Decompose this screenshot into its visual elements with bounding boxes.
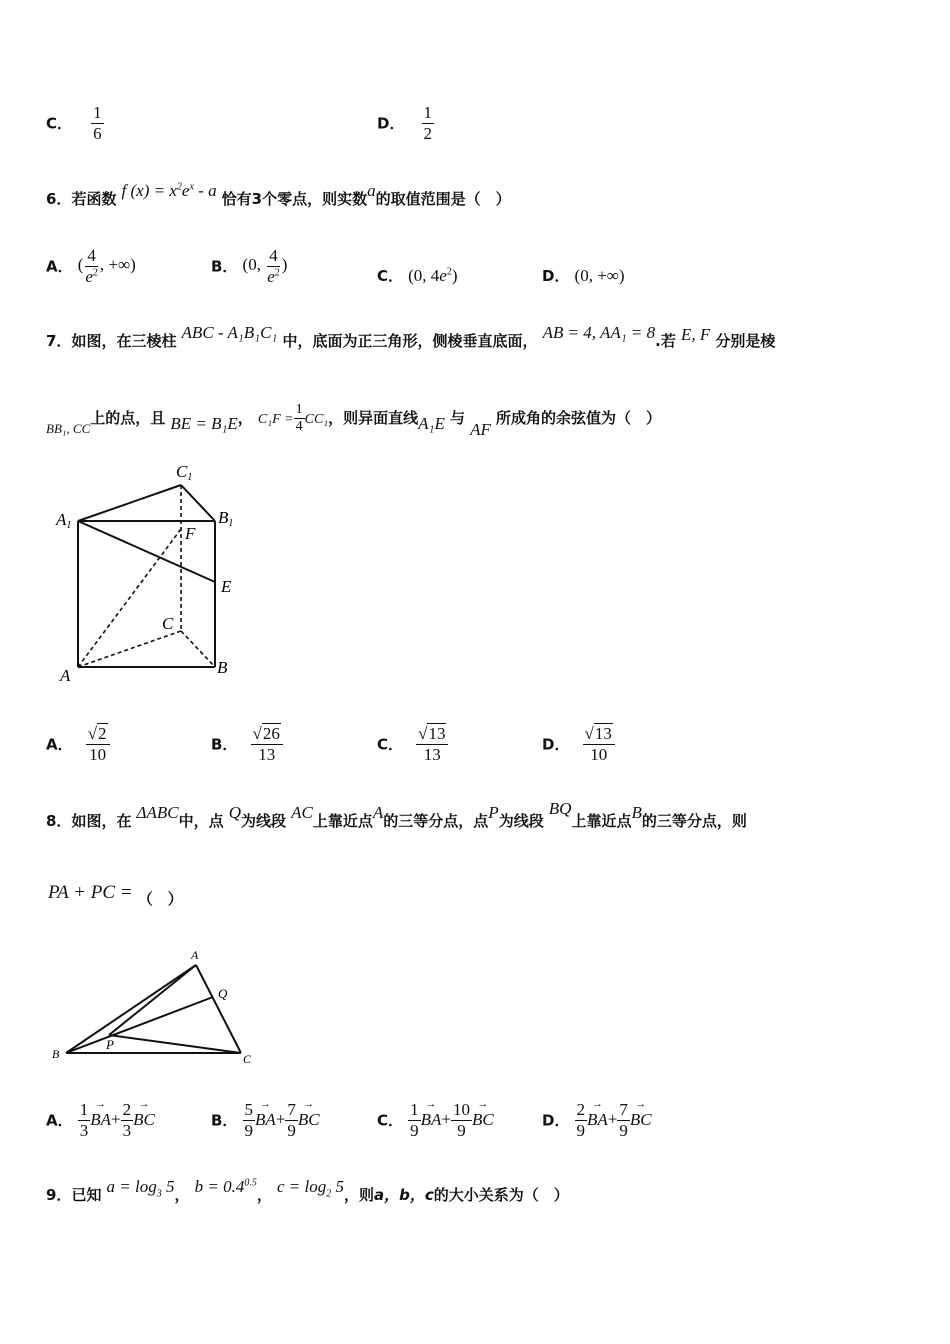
label-c: C (162, 614, 174, 633)
fraction: $\frac{1}{2}$ (423, 103, 433, 143)
label-a: A (60, 666, 71, 685)
option-value: (0, +∞) (574, 266, 625, 285)
option-value: ( $\frac{4}{e^2}$ , +∞) (77, 246, 136, 286)
q7-option-c: C． $\frac{√13}{13}$ (377, 724, 448, 764)
q8-option-b: B． $\frac{5}{9}$ → BA+ $\frac{7}{9}$ → BC (211, 1100, 320, 1140)
label-a1: A1 (56, 510, 72, 531)
option-value: (0, $4e^2$) (408, 266, 458, 285)
label-p: P (106, 1037, 114, 1052)
option-label: C． (46, 114, 73, 133)
function-expression: f $(x) = x^2e^x - a$ (121, 181, 217, 200)
prism-figure (50, 455, 250, 690)
q8-option-d: D． $\frac{2}{9}$ → BA+ $\frac{7}{9}$ → BC (542, 1100, 652, 1140)
label-f: F (185, 524, 196, 543)
q7-option-b: B． $\frac{√26}{13}$ (211, 724, 283, 764)
option-label: D． (377, 114, 405, 133)
q8-option-c: C． $\frac{1}{9}$ → BA+ $\frac{10}{9}$ → BC (377, 1100, 494, 1140)
label-e: E (221, 577, 232, 596)
q7-option-a: A． $\frac{√2}{10}$ (46, 724, 110, 764)
q6-option-a: A． ( $\frac{4}{e^2}$ , +∞) (46, 246, 136, 286)
question-8-line-1: 8．如图，在 ΔABC中，点 Q为线段 AC上靠近点A的三等分点，点P为线段 BQ上靠近点B的三等分点，则 (46, 799, 747, 830)
label-a: A (191, 948, 199, 962)
question-8-line-2: PA + PC = （ ） (48, 882, 183, 908)
q5-option-c (46, 103, 104, 143)
label-q: Q (218, 986, 228, 1001)
label-b: B (217, 658, 228, 677)
fraction: $\frac{1}{6}$ (93, 103, 102, 143)
question-6: 6．若函数 f $(x) = x^2e^x - a$ 恰有3个零点，则实数a的取值范围是（ ） (46, 181, 511, 208)
label-c: C (243, 1052, 252, 1066)
question-7-line-2: $_{BB_1, CC}$上的点，且 BE = B₁E， C₁F = $\frac{1}{4}$ CC₁，则异面直线A₁E 与 AF 所成角的余弦值为（ ） (46, 402, 661, 440)
label-b: B (52, 1047, 60, 1061)
q6-option-c: C． (0, $4e^2$) (377, 266, 458, 285)
label-b1: B1 (218, 508, 234, 529)
question-number: 6． (46, 190, 72, 208)
label-c1: C1 (176, 462, 193, 483)
q8-option-a: A． $\frac{1}{3}$ → BA+ $\frac{2}{3}$ → BC (46, 1100, 155, 1140)
question-7-line-1: 7．如图，在三棱柱 ABC - A₁B₁C₁ 中，底面为正三角形，侧棱垂直底面， AB = 4, AA₁ = 8.若 E, F 分别是棱 (46, 323, 776, 350)
q7-option-d: D． $\frac{√13}{10}$ (542, 724, 615, 764)
option-value: (0, $\frac{4}{e^2}$ ) (242, 246, 288, 286)
q6-option-b: B． (0, $\frac{4}{e^2}$ ) (211, 246, 288, 286)
q6-option-d: D． (0, +∞) (542, 266, 625, 285)
q5-option-d (377, 103, 434, 143)
question-9: 9．已知 $a = \log_3 5$， $b = 0.4^{0.5}$， $c = \log_2 5$，则a，b，c的大小关系为（ ） (46, 1177, 569, 1204)
triangle-figure (48, 945, 263, 1070)
